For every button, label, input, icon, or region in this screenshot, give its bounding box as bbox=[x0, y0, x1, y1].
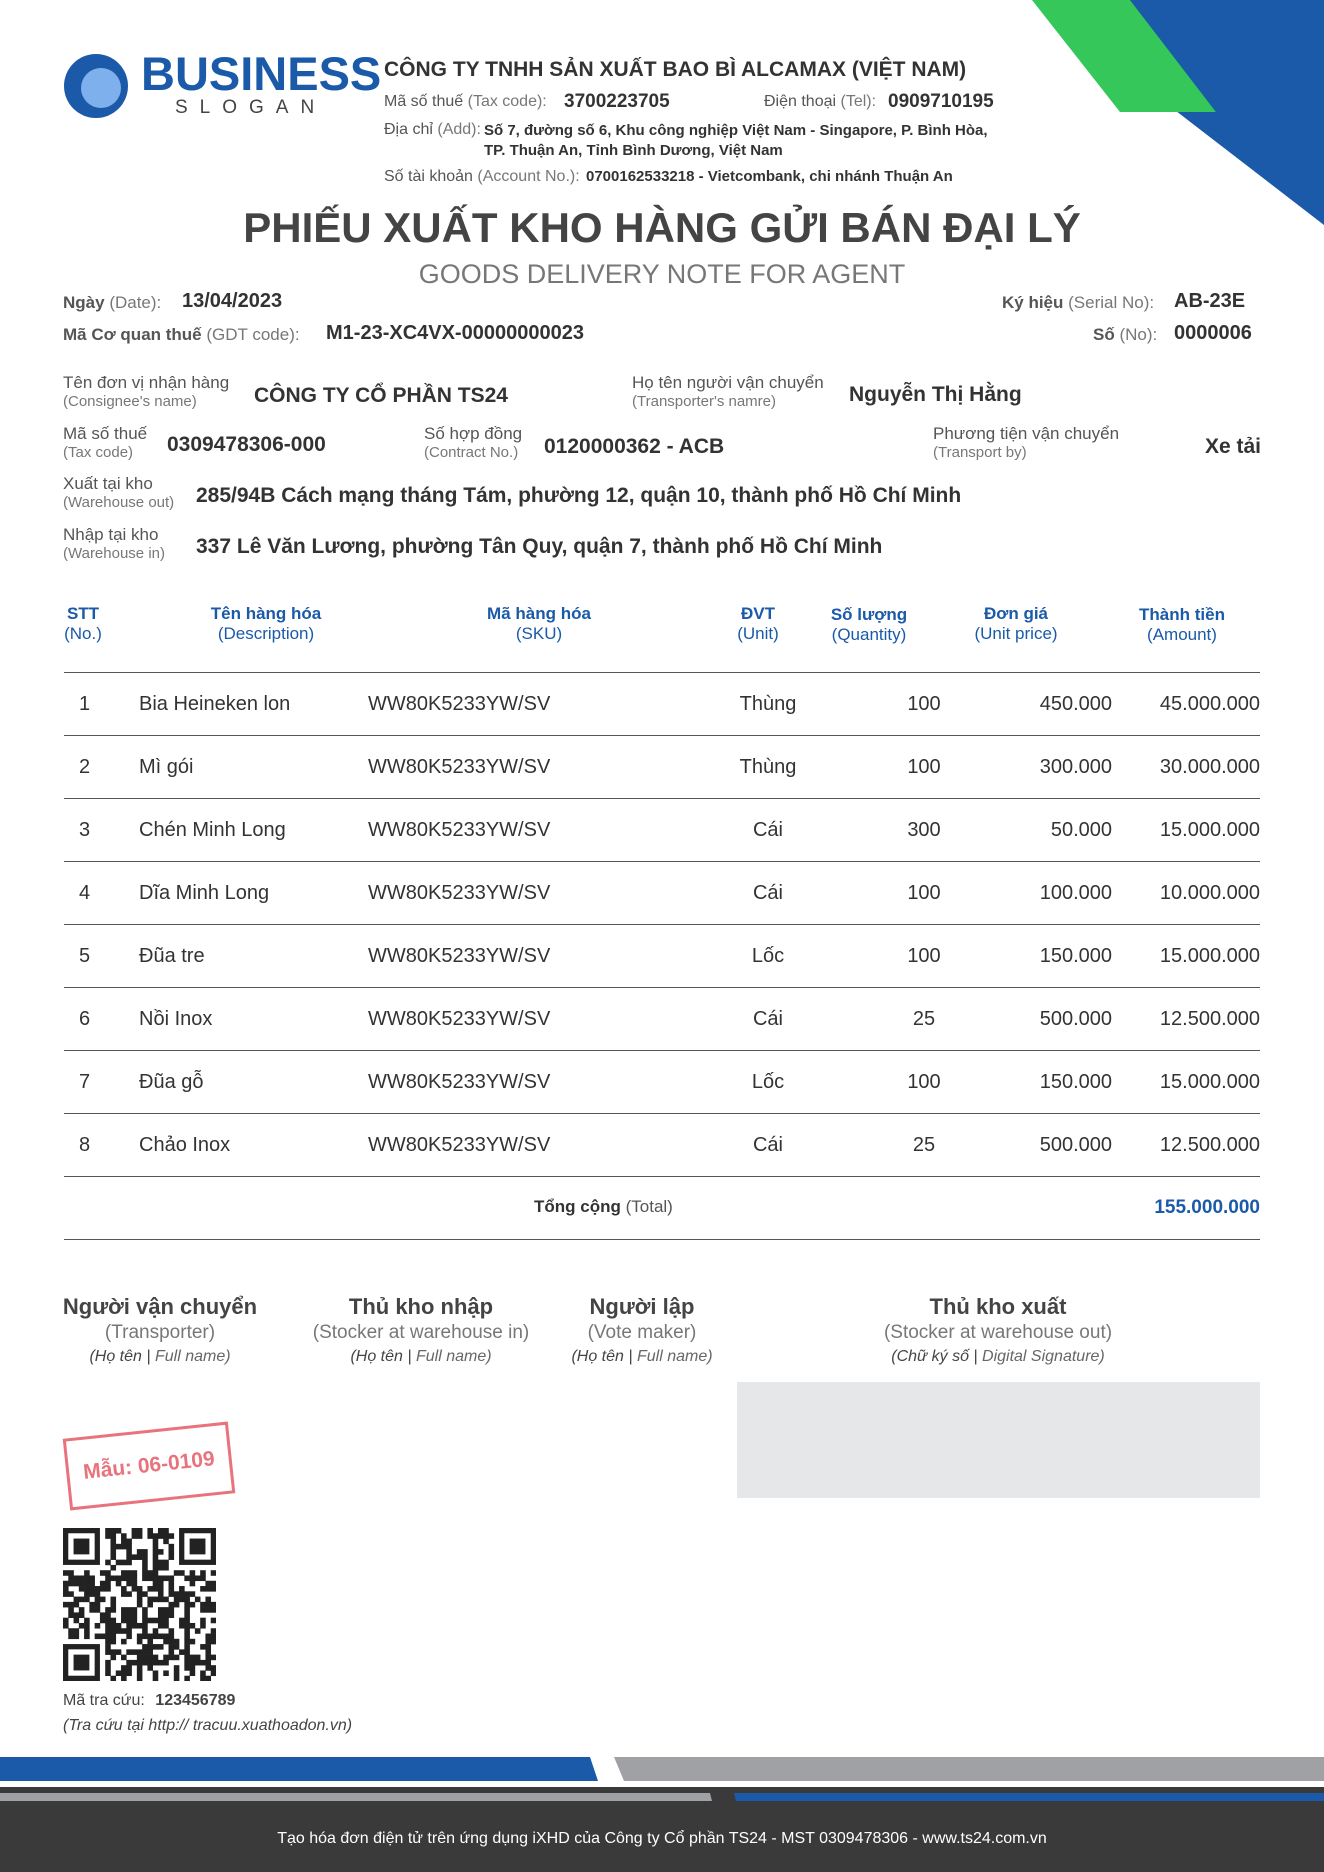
serial-label-en: (Serial No): bbox=[1068, 293, 1155, 312]
transporter-label-en: (Transporter's namre) bbox=[632, 393, 777, 410]
table-row bbox=[64, 672, 1260, 735]
warehouse-in-label-en: (Warehouse in) bbox=[63, 545, 165, 562]
logo-mark-icon bbox=[63, 53, 129, 119]
col-header-unit-price-vi: Đơn giá bbox=[983, 604, 1049, 623]
table-row bbox=[64, 987, 1260, 1050]
cell-description: Dĩa Minh Long bbox=[139, 882, 270, 904]
table-row bbox=[64, 1050, 1260, 1113]
signature-title: Thủ kho nhập bbox=[348, 1294, 494, 1319]
cell-unit: Lốc bbox=[751, 1071, 785, 1093]
signature-stocker-out bbox=[848, 1294, 1148, 1366]
cell-unit-price: 100.000 bbox=[1039, 882, 1112, 904]
signature-subtitle: (Stocker at warehouse in) bbox=[312, 1322, 530, 1343]
col-header-no-en: (No.) bbox=[64, 624, 102, 643]
cell-description: Đũa tre bbox=[139, 945, 205, 967]
cell-unit-price: 150.000 bbox=[1039, 945, 1112, 967]
cell-sku: WW80K5233YW/SV bbox=[368, 756, 551, 778]
col-header-quantity-en: (Quantity) bbox=[831, 625, 907, 644]
cell-unit-price: 500.000 bbox=[1039, 1134, 1112, 1156]
logo-word: BUSINESS bbox=[141, 47, 382, 100]
cell-unit: Cái bbox=[752, 1008, 783, 1030]
signature-subtitle: (Transporter) bbox=[104, 1322, 216, 1343]
address-label-vi: Địa chỉ bbox=[384, 121, 433, 138]
stamp-text: Mẫu: 06-0109 bbox=[82, 1447, 216, 1484]
number-label-vi: Số bbox=[1093, 325, 1115, 344]
col-header-description bbox=[186, 604, 346, 644]
gdt-value: M1-23-XC4VX-00000000023 bbox=[326, 322, 584, 344]
cell-description: Chảo Inox bbox=[139, 1134, 231, 1156]
number-label-en: (No): bbox=[1119, 325, 1158, 344]
logo-slogan: SLOGAN bbox=[175, 97, 327, 118]
serial-value: AB-23E bbox=[1174, 290, 1246, 312]
serial-label bbox=[1002, 293, 1154, 313]
cell-no: 5 bbox=[79, 945, 91, 967]
total-value: 155.000.000 bbox=[1154, 1197, 1260, 1218]
cell-sku: WW80K5233YW/SV bbox=[368, 1008, 551, 1030]
company-name: CÔNG TY TNHH SẢN XUẤT BAO BÌ ALCAMAX (VIỆT NAM) bbox=[384, 58, 967, 81]
cell-quantity: 100 bbox=[907, 756, 941, 778]
date-label-vi: Ngày bbox=[63, 293, 105, 312]
company-account-label bbox=[384, 168, 580, 186]
col-header-description-en: (Description) bbox=[217, 624, 315, 643]
cell-sku: WW80K5233YW/SV bbox=[368, 819, 551, 841]
signature-title: Người vận chuyển bbox=[62, 1294, 258, 1319]
serial-label-vi: Ký hiệu bbox=[1002, 293, 1064, 312]
corner-decoration bbox=[1020, 0, 1324, 225]
signature-note-en: Full name) bbox=[154, 1348, 231, 1365]
signature-note-vi: (Họ tên bbox=[571, 1348, 624, 1365]
cell-no: 8 bbox=[79, 1134, 91, 1156]
signature-note-en: Digital Signature) bbox=[982, 1348, 1105, 1365]
consignee-name-label bbox=[63, 373, 229, 411]
total-row bbox=[64, 1176, 1260, 1240]
lookup-note: (Tra cứu tại http:// tracuu.xuathoadon.vn) bbox=[63, 1717, 353, 1734]
footer-decoration bbox=[0, 1755, 1324, 1872]
consignee-tax-label-vi: Mã số thuế bbox=[63, 424, 148, 443]
col-header-amount bbox=[1122, 605, 1242, 645]
address-label-en: (Add): bbox=[437, 121, 481, 138]
date-value: 13/04/2023 bbox=[182, 290, 283, 312]
total-label bbox=[534, 1197, 673, 1217]
warehouse-out-label-en: (Warehouse out) bbox=[63, 494, 175, 511]
phone-label-vi: Điện thoại bbox=[764, 93, 837, 110]
warehouse-in-value: 337 Lê Văn Lương, phường Tân Quy, quận 7, thành phố Hồ Chí Minh bbox=[196, 535, 883, 558]
col-header-amount-vi: Thành tiền bbox=[1139, 605, 1225, 624]
cell-unit-price: 450.000 bbox=[1039, 693, 1112, 715]
cell-sku: WW80K5233YW/SV bbox=[368, 1071, 551, 1093]
total-label-en: (Total) bbox=[625, 1197, 673, 1216]
document-subtitle: GOODS DELIVERY NOTE FOR AGENT bbox=[418, 259, 906, 289]
company-logo bbox=[63, 53, 129, 124]
warehouse-in-label-vi: Nhập tại kho bbox=[63, 525, 159, 544]
table-row bbox=[64, 924, 1260, 987]
signature-transporter bbox=[38, 1294, 282, 1366]
col-header-sku-vi: Mã hàng hóa bbox=[487, 604, 591, 623]
warehouse-out-value: 285/94B Cách mạng tháng Tám, phường 12, quận 10, thành phố Hồ Chí Minh bbox=[196, 484, 962, 507]
warehouse-in-label bbox=[63, 525, 165, 563]
warehouse-out-label bbox=[63, 474, 174, 512]
transporter-label-vi: Họ tên người vận chuyển bbox=[632, 373, 824, 392]
cell-no: 1 bbox=[79, 693, 91, 715]
document-title: PHIẾU XUẤT KHO HÀNG GỬI BÁN ĐẠI LÝ bbox=[243, 204, 1081, 251]
company-tax-value: 3700223705 bbox=[564, 91, 670, 112]
cell-sku: WW80K5233YW/SV bbox=[368, 693, 551, 715]
cell-quantity: 100 bbox=[907, 882, 941, 904]
consignee-tax-label-en: (Tax code) bbox=[63, 444, 134, 461]
table-row bbox=[64, 1113, 1260, 1176]
cell-amount: 15.000.000 bbox=[1159, 1071, 1260, 1093]
cell-unit-price: 50.000 bbox=[1050, 819, 1112, 841]
table-row bbox=[64, 861, 1260, 924]
qr-code bbox=[63, 1528, 216, 1681]
cell-amount: 10.000.000 bbox=[1159, 882, 1260, 904]
col-header-description-vi: Tên hàng hóa bbox=[210, 604, 322, 623]
cell-quantity: 300 bbox=[907, 819, 941, 841]
cell-no: 6 bbox=[79, 1008, 91, 1030]
col-header-unit-price bbox=[956, 604, 1076, 644]
contract-label-vi: Số hợp đồng bbox=[424, 424, 523, 443]
signature-note-vi: (Chữ ký số bbox=[891, 1348, 969, 1365]
footer-text: Tạo hóa đơn điện tử trên ứng dụng iXHD của Công ty Cổ phần TS24 - MST 0309478306 - www.ts24.com.vn bbox=[277, 1830, 1047, 1847]
signature-note: (Chữ ký số | Digital Signature) bbox=[891, 1348, 1105, 1365]
col-header-unit-vi: ĐVT bbox=[741, 604, 775, 623]
lookup-code-line bbox=[63, 1692, 235, 1710]
signature-title: Người lập bbox=[589, 1294, 695, 1319]
contract-label bbox=[424, 424, 522, 462]
company-tax-label bbox=[384, 93, 547, 111]
transport-label-en: (Transport by) bbox=[933, 444, 1027, 461]
company-address-label bbox=[384, 121, 481, 139]
col-header-quantity bbox=[814, 605, 924, 645]
form-stamp bbox=[63, 1422, 236, 1511]
signature-note: (Họ tên | Full name) bbox=[89, 1348, 231, 1365]
col-header-unit-price-en: (Unit price) bbox=[974, 624, 1058, 643]
lookup-code: 123456789 bbox=[155, 1692, 236, 1709]
cell-quantity: 25 bbox=[912, 1134, 936, 1156]
signature-vote-maker bbox=[552, 1294, 732, 1366]
company-account-value: 0700162533218 - Vietcombank, chi nhánh Thuận An bbox=[586, 168, 953, 185]
lookup-label: Mã tra cứu: bbox=[63, 1692, 145, 1709]
cell-no: 4 bbox=[79, 882, 91, 904]
signature-title: Thủ kho xuất bbox=[929, 1294, 1067, 1319]
col-header-amount-en: (Amount) bbox=[1147, 625, 1217, 644]
transport-label bbox=[933, 424, 1119, 462]
signature-note-vi: (Họ tên bbox=[89, 1348, 142, 1365]
cell-amount: 45.000.000 bbox=[1159, 693, 1260, 715]
gdt-label-vi: Mã Cơ quan thuế bbox=[63, 325, 202, 344]
cell-unit-price: 150.000 bbox=[1039, 1071, 1112, 1093]
col-header-unit-en: (Unit) bbox=[737, 624, 779, 643]
account-label-en: (Account No.): bbox=[477, 168, 580, 185]
company-address-line2: TP. Thuận An, Tỉnh Bình Dương, Việt Nam bbox=[484, 142, 783, 159]
digital-signature-box bbox=[737, 1382, 1260, 1498]
transporter-value: Nguyễn Thị Hằng bbox=[849, 383, 1022, 406]
tax-label-en: (Tax code): bbox=[467, 93, 547, 110]
transport-label-vi: Phương tiện vận chuyển bbox=[933, 424, 1120, 443]
cell-quantity: 100 bbox=[907, 1071, 941, 1093]
col-header-sku bbox=[459, 604, 619, 644]
cell-quantity: 100 bbox=[907, 945, 941, 967]
cell-amount: 12.500.000 bbox=[1159, 1134, 1260, 1156]
cell-amount: 30.000.000 bbox=[1159, 756, 1260, 778]
contract-value: 0120000362 - ACB bbox=[544, 435, 725, 458]
signature-subtitle: (Vote maker) bbox=[587, 1322, 697, 1343]
cell-sku: WW80K5233YW/SV bbox=[368, 882, 551, 904]
date-label bbox=[63, 293, 161, 313]
consignee-name-label-vi: Tên đơn vị nhận hàng bbox=[63, 373, 230, 392]
cell-sku: WW80K5233YW/SV bbox=[368, 945, 551, 967]
total-label-vi: Tổng cộng bbox=[534, 1197, 621, 1216]
number-label bbox=[1093, 325, 1157, 345]
cell-description: Đũa gỗ bbox=[139, 1071, 204, 1093]
cell-description: Mì gói bbox=[139, 756, 194, 778]
gdt-label-en: (GDT code): bbox=[206, 325, 300, 344]
table-row bbox=[64, 735, 1260, 798]
cell-unit: Thùng bbox=[739, 693, 797, 715]
consignee-tax-label bbox=[63, 424, 147, 462]
cell-amount: 15.000.000 bbox=[1159, 819, 1260, 841]
account-label-vi: Số tài khoản bbox=[384, 168, 473, 185]
cell-unit: Thùng bbox=[739, 756, 797, 778]
gdt-label bbox=[63, 325, 300, 345]
consignee-tax-value: 0309478306-000 bbox=[167, 433, 326, 456]
col-header-no-vi: STT bbox=[66, 604, 100, 623]
cell-description: Bia Heineken lon bbox=[139, 693, 291, 715]
col-header-quantity-vi: Số lượng bbox=[830, 605, 908, 624]
cell-quantity: 100 bbox=[907, 693, 941, 715]
signature-note-vi: (Họ tên bbox=[350, 1348, 403, 1365]
cell-unit: Lốc bbox=[751, 945, 785, 967]
cell-amount: 12.500.000 bbox=[1159, 1008, 1260, 1030]
phone-label-en: (Tel): bbox=[840, 93, 877, 110]
cell-unit: Cái bbox=[752, 1134, 783, 1156]
transporter-label bbox=[632, 373, 824, 411]
signature-subtitle: (Stocker at warehouse out) bbox=[883, 1322, 1113, 1343]
consignee-name-label-en: (Consignee's name) bbox=[63, 393, 197, 410]
cell-unit-price: 500.000 bbox=[1039, 1008, 1112, 1030]
company-phone-value: 0909710195 bbox=[888, 91, 994, 112]
consignee-name-value: CÔNG TY CỔ PHẦN TS24 bbox=[254, 384, 508, 407]
cell-no: 3 bbox=[79, 819, 91, 841]
warehouse-out-label-vi: Xuất tại kho bbox=[63, 474, 153, 493]
cell-description: Nồi Inox bbox=[139, 1008, 213, 1030]
signature-note: (Họ tên | Full name) bbox=[571, 1348, 713, 1365]
signature-note-en: Full name) bbox=[415, 1348, 492, 1365]
cell-unit: Cái bbox=[752, 882, 783, 904]
company-address-line1: Số 7, đường số 6, Khu công nghiệp Việt Nam - Singapore, P. Bình Hòa, bbox=[484, 122, 988, 139]
signature-note-en: Full name) bbox=[636, 1348, 713, 1365]
contract-label-en: (Contract No.) bbox=[424, 444, 519, 461]
cell-amount: 15.000.000 bbox=[1159, 945, 1260, 967]
cell-no: 2 bbox=[79, 756, 91, 778]
cell-unit-price: 300.000 bbox=[1039, 756, 1112, 778]
table-row bbox=[64, 798, 1260, 861]
cell-no: 7 bbox=[79, 1071, 91, 1093]
cell-quantity: 25 bbox=[912, 1008, 936, 1030]
number-value: 0000006 bbox=[1174, 322, 1252, 344]
cell-description: Chén Minh Long bbox=[139, 819, 286, 841]
cell-unit: Cái bbox=[752, 819, 783, 841]
tax-label-vi: Mã số thuế bbox=[384, 93, 464, 110]
transport-value: Xe tải bbox=[1204, 435, 1261, 458]
cell-sku: WW80K5233YW/SV bbox=[368, 1134, 551, 1156]
date-label-en: (Date): bbox=[109, 293, 162, 312]
col-header-no bbox=[55, 604, 111, 644]
signature-note: (Họ tên | Full name) bbox=[350, 1348, 492, 1365]
signature-stocker-in bbox=[296, 1294, 546, 1366]
col-header-sku-en: (SKU) bbox=[515, 624, 563, 643]
company-phone-label bbox=[764, 93, 876, 111]
col-header-unit bbox=[718, 604, 798, 644]
